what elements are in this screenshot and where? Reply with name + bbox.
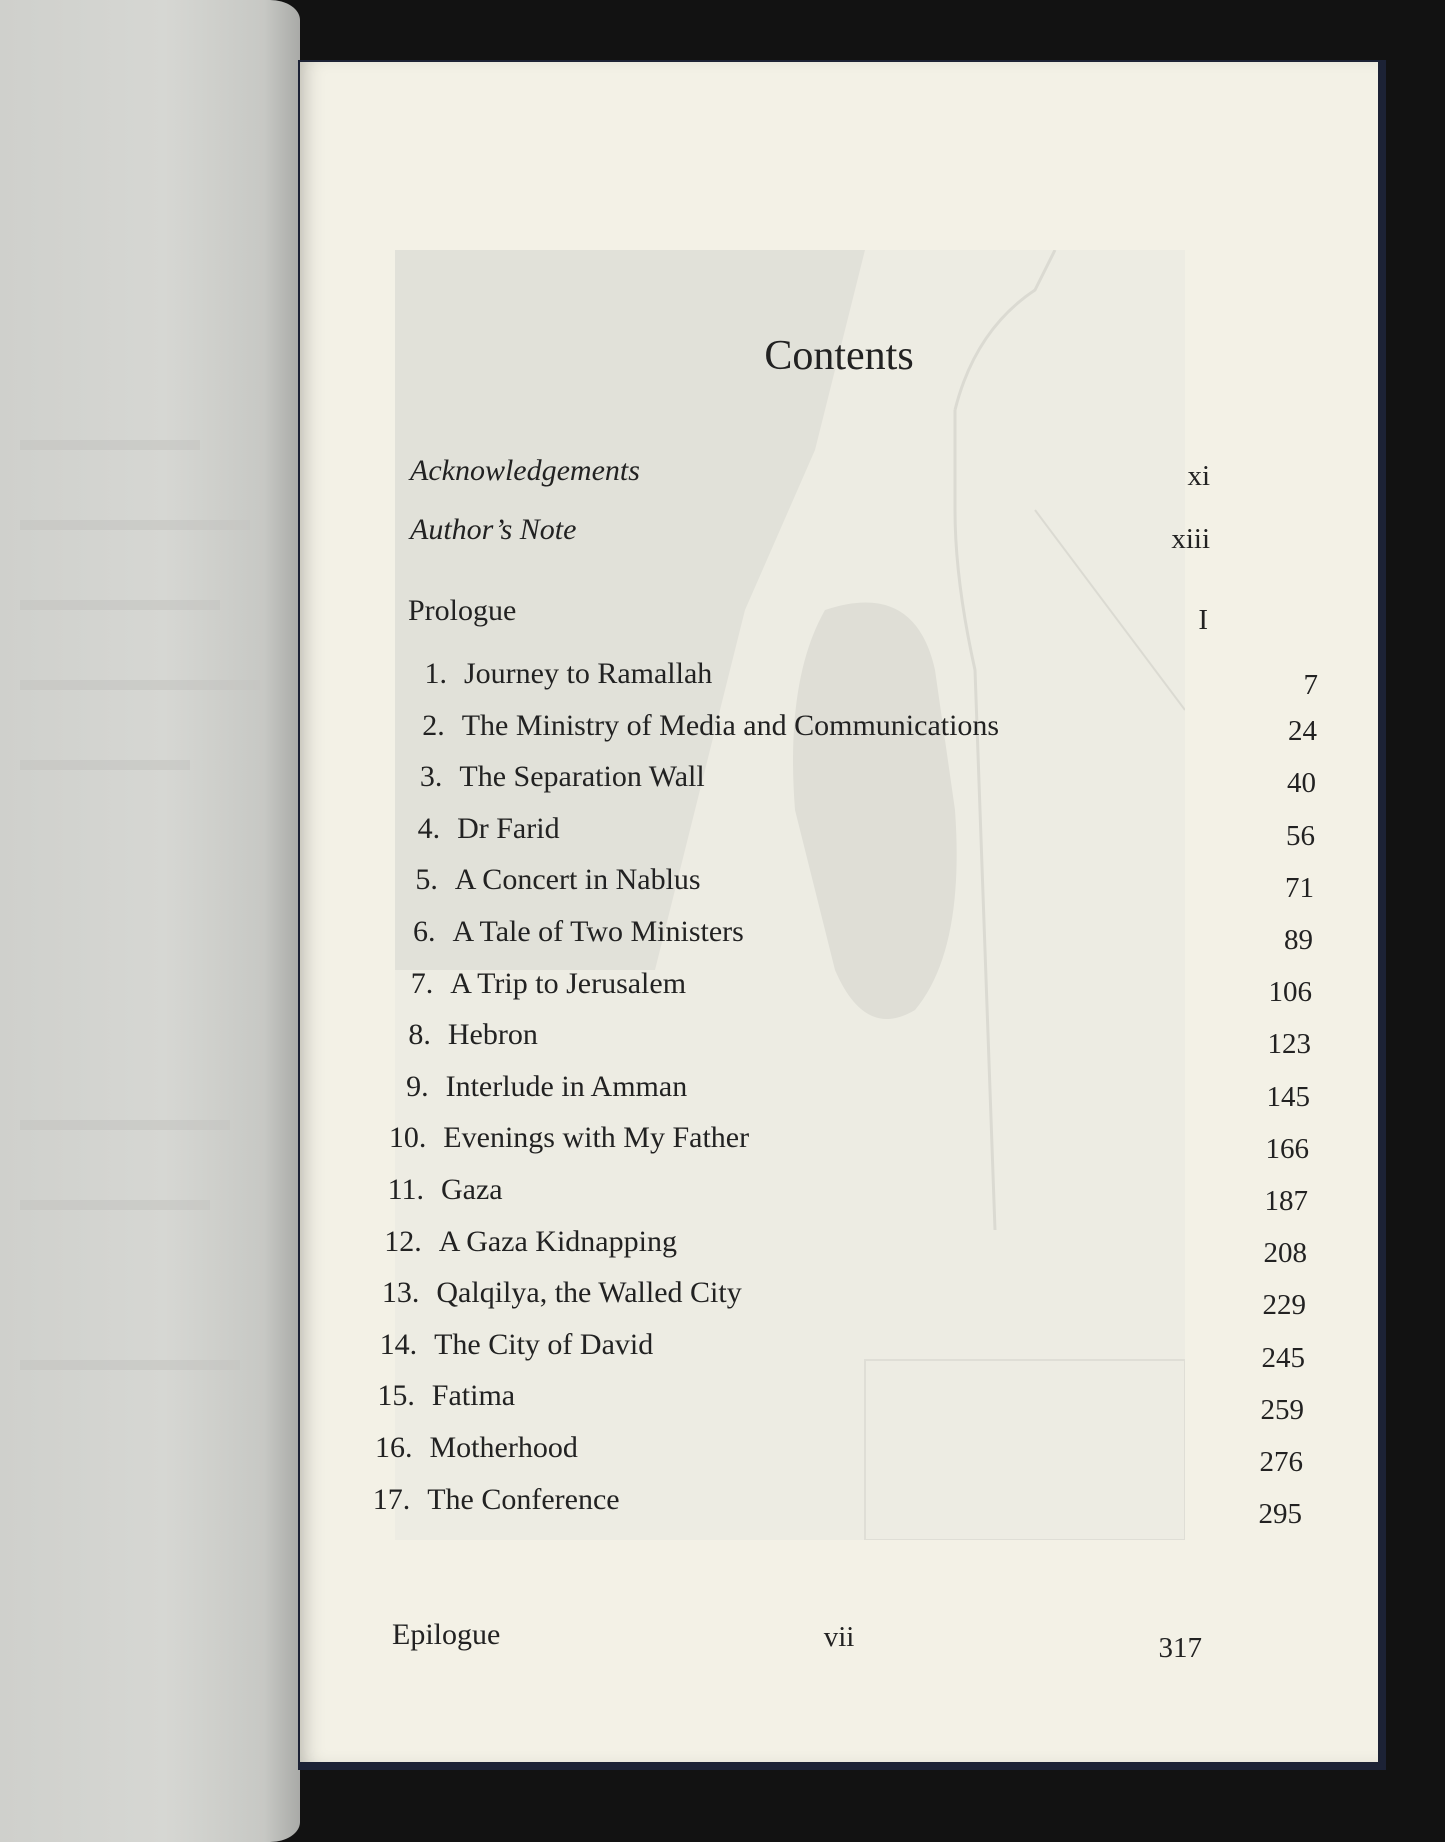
toc-entry-chapter (300, 1173, 1378, 1217)
toc-entry-chapter (300, 863, 1378, 903)
chapter-title: A Tale of Two Ministers (452, 915, 744, 948)
toc-entry-chapter (300, 1121, 1378, 1165)
chapter-number: 5. (415, 863, 438, 897)
toc-entry-chapter (300, 915, 1378, 955)
chapter-title: A Concert in Nablus (454, 863, 701, 897)
chapter-title: A Trip to Jerusalem (450, 966, 687, 1000)
entry-page-number: xi (1187, 460, 1210, 492)
chapter-title: Motherhood (429, 1431, 578, 1464)
chapter-number: 14. (379, 1327, 418, 1361)
chapter-title: The Conference (427, 1482, 620, 1516)
toc-entry-prologue (408, 594, 1208, 634)
toc-entry-chapter (300, 657, 1378, 701)
chapter-title: Interlude in Amman (445, 1069, 688, 1103)
contents-page (300, 62, 1378, 1762)
chapter-number: 3. (419, 760, 443, 794)
entry-page-number: 276 (1259, 1446, 1303, 1478)
chapter-title: Gaza (441, 1173, 503, 1206)
entry-page-number: 40 (1287, 767, 1316, 800)
chapter-title: Dr Farid (457, 811, 560, 845)
chapter-title: Qalqilya, the Walled City (436, 1276, 742, 1310)
toc-entry-chapter (300, 1069, 1378, 1113)
entry-page-number: 229 (1262, 1289, 1306, 1322)
entry-page-number: 208 (1263, 1237, 1307, 1270)
chapter-title: Fatima (431, 1379, 516, 1413)
chapter-number: 9. (406, 1069, 429, 1103)
entry-page-number: 24 (1288, 715, 1317, 748)
chapter-number: 12. (384, 1224, 422, 1258)
chapter-number: 7. (410, 966, 434, 1000)
chapter-title: Journey to Ramallah (464, 657, 713, 690)
toc-entry-acknowledgements (410, 454, 1210, 494)
entry-title: Acknowledgements (410, 454, 640, 487)
chapter-number: 17. (372, 1482, 411, 1516)
entry-title: Epilogue (392, 1618, 501, 1651)
toc-entry-chapter (300, 1224, 1378, 1270)
page-title: Contents (764, 333, 914, 379)
entry-page-number: 89 (1284, 924, 1313, 956)
entry-title: Prologue (408, 594, 517, 627)
toc-entry-chapter (300, 760, 1378, 800)
chapter-title: A Gaza Kidnapping (438, 1224, 677, 1258)
entry-page-number: xiii (1171, 523, 1210, 555)
toc-entry-chapter (300, 1276, 1378, 1322)
entry-page-number: 166 (1265, 1132, 1309, 1165)
chapter-number: 16. (375, 1431, 413, 1464)
chapter-number: 6. (413, 915, 436, 948)
chapter-title: Hebron (447, 1018, 538, 1052)
entry-page-number: 7 (1303, 669, 1318, 701)
chapter-number: 13. (381, 1276, 420, 1310)
chapter-title: The Separation Wall (459, 760, 705, 794)
entry-page-number: 145 (1266, 1080, 1310, 1113)
toc-entry-chapter (300, 1327, 1378, 1374)
chapter-title: The Ministry of Media and Communications (461, 708, 1000, 742)
chapter-title: The City of David (434, 1327, 654, 1361)
chapter-number: 15. (377, 1379, 415, 1413)
entry-page-number: 295 (1258, 1498, 1302, 1531)
entry-page-number: 56 (1286, 819, 1315, 852)
toc-entry-chapter (300, 1482, 1378, 1531)
facing-page (0, 0, 300, 1842)
entry-page-number: 317 (1158, 1632, 1202, 1664)
entry-title: Author’s Note (410, 513, 577, 546)
toc-entry-chapter (300, 967, 1378, 1007)
chapter-title: Evenings with My Father (443, 1121, 750, 1155)
page-folio: vii (823, 1621, 855, 1653)
entry-page-number: 71 (1285, 871, 1314, 904)
toc-entry-chapter (300, 1431, 1378, 1478)
toc-entry-authors-note (410, 513, 1210, 553)
entry-page-number: 259 (1260, 1393, 1304, 1426)
entry-page-number: 123 (1267, 1028, 1311, 1061)
entry-page-number: 245 (1261, 1341, 1305, 1374)
toc-entry-chapter (300, 812, 1378, 852)
entry-page-number: 106 (1268, 976, 1312, 1009)
toc-entry-chapter (300, 709, 1378, 749)
entry-page-number: 187 (1264, 1185, 1308, 1217)
chapter-number: 8. (408, 1018, 431, 1052)
toc-entry-chapter (300, 1379, 1378, 1426)
chapter-number: 10. (388, 1121, 427, 1155)
chapter-number: 1. (424, 657, 447, 690)
chapter-number: 11. (387, 1173, 424, 1206)
chapter-number: 2. (422, 708, 445, 742)
toc-entry-chapter (300, 1018, 1378, 1061)
entry-page-number: I (1198, 604, 1208, 636)
chapter-number: 4. (417, 811, 441, 845)
